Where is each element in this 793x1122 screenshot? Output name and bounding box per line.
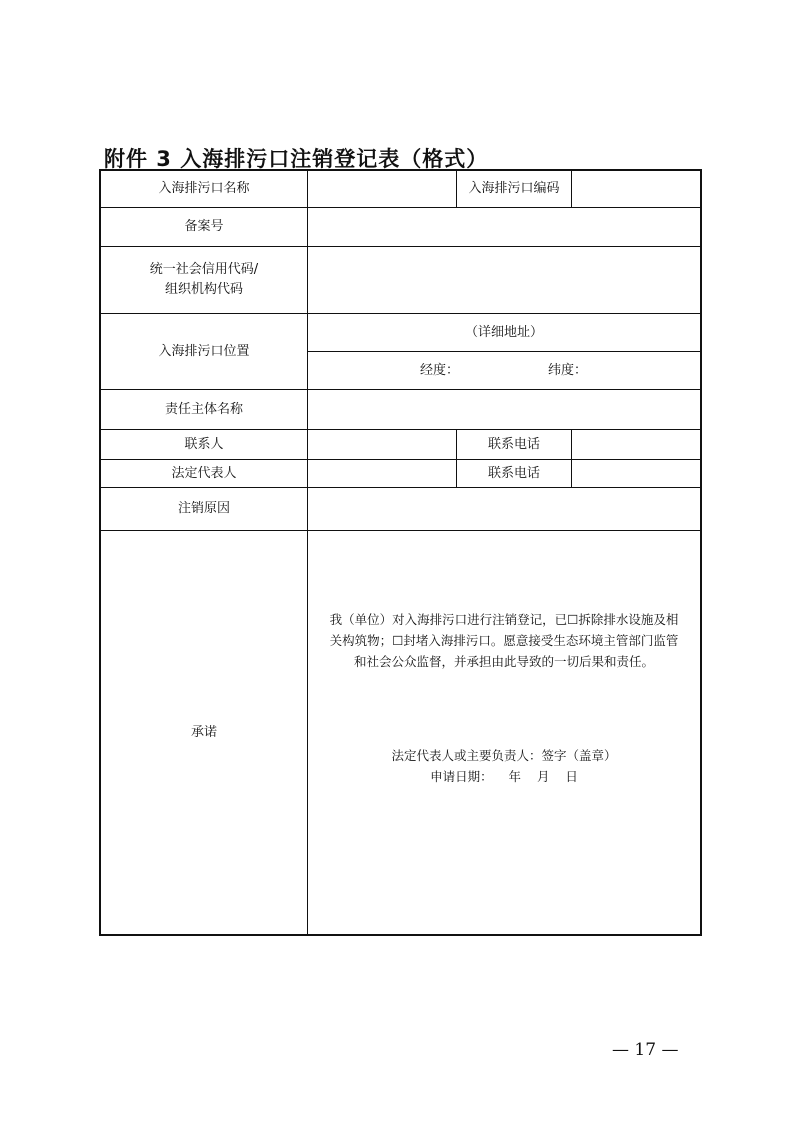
- outlet-code-field[interactable]: [572, 171, 700, 207]
- latitude-label[interactable]: 纬度：: [548, 362, 588, 378]
- pledge-line-1: 我（单位）对入海排污口进行注销登记，已☐拆除排水设施及相: [329, 612, 679, 627]
- contact-label: 联系人: [184, 436, 224, 452]
- pledge-line-2: 关构筑物；☐封堵入海排污口。愿意接受生态环境主管部门监管: [329, 633, 679, 648]
- outlet-name-label: 入海排污口名称: [158, 181, 250, 196]
- coordinates-row: [308, 352, 700, 389]
- credit-code-label-line2: 组织机构代码: [164, 282, 243, 297]
- outlet-name-field[interactable]: [308, 171, 456, 207]
- responsible-entity-label: 责任主体名称: [164, 401, 243, 417]
- cancel-reason-field[interactable]: [308, 488, 700, 530]
- cancel-reason-label: 注销原因: [177, 501, 230, 516]
- legal-rep-label: 法定代表人: [171, 465, 237, 481]
- longitude-label[interactable]: 经度：: [420, 362, 460, 378]
- registration-form-table: [99, 169, 702, 936]
- location-label: 入海排污口位置: [158, 343, 250, 359]
- credit-code-field[interactable]: [308, 247, 700, 313]
- credit-code-label-line1: 统一社会信用代码/: [149, 262, 259, 277]
- credit-code-label: [101, 247, 307, 313]
- contact-field[interactable]: [308, 430, 456, 459]
- application-date[interactable]: 申请日期： 年 月 日: [430, 769, 578, 784]
- legal-rep-phone-label: 联系电话: [487, 465, 540, 481]
- legal-rep-field[interactable]: [308, 460, 456, 487]
- responsible-entity-field[interactable]: [308, 390, 700, 429]
- pledge-text: [308, 609, 700, 672]
- signature-line[interactable]: 法定代表人或主要负责人：签字（盖章）: [391, 748, 617, 763]
- outlet-code-label: 入海排污口编码: [468, 181, 560, 196]
- filing-number-label: 备案号: [184, 219, 224, 234]
- page-title: 附件 3 入海排污口注销登记表（格式）: [104, 147, 489, 171]
- page-number: — 17 —: [612, 1040, 679, 1060]
- legal-rep-phone-field[interactable]: [572, 460, 700, 487]
- contact-phone-field[interactable]: [572, 430, 700, 459]
- filing-number-field[interactable]: [308, 208, 700, 246]
- pledge-line-3: 和社会公众监督，并承担由此导致的一切后果和责任。: [353, 654, 654, 669]
- signature-block: [308, 745, 700, 787]
- contact-phone-label: 联系电话: [487, 436, 540, 452]
- pledge-label: 承诺: [190, 724, 217, 740]
- address-hint[interactable]: （详细地址）: [464, 324, 543, 340]
